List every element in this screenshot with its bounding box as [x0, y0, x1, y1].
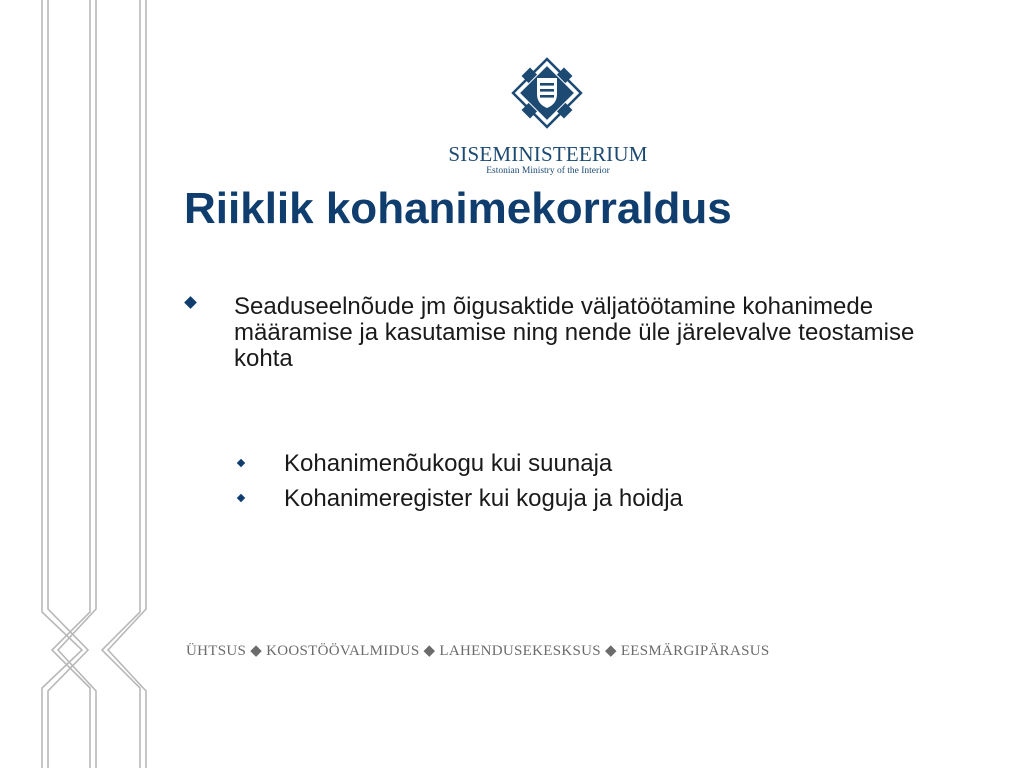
sub-bullet-text: Kohanimeregister kui koguja ja hoidja [284, 485, 683, 512]
diamond-bullet-icon [237, 494, 245, 502]
three-lions-coat-of-arms-icon [502, 48, 592, 138]
diamond-bullet-icon [184, 296, 197, 309]
sub-bullet-item [236, 485, 936, 520]
sub-bullet-list [236, 450, 936, 520]
decorative-border-ornament [0, 0, 160, 768]
main-bullet-text: Seaduseelnõude jm õigusaktide väljatöötamine kohanimede määramise ja kasutamise ning nende üle järelevalve teostamise kohta [234, 293, 915, 372]
ministry-name: SISEMINISTEERIUM [448, 142, 648, 166]
slide-title: Riiklik kohanimekorraldus [184, 184, 732, 233]
ministry-logo [440, 48, 656, 180]
sub-bullet-item [236, 450, 936, 485]
sub-bullet-text: Kohanimenõukogu kui suunaja [284, 450, 613, 477]
diamond-bullet-icon [237, 459, 245, 467]
footer-motto: ÜHTSUS ◆ KOOSTÖÖVALMIDUS ◆ LAHENDUSEKESKSUS ◆ EESMÄRGIPÄRASUS [186, 643, 770, 659]
ministry-subtitle: Estonian Ministry of the Interior [486, 166, 610, 176]
